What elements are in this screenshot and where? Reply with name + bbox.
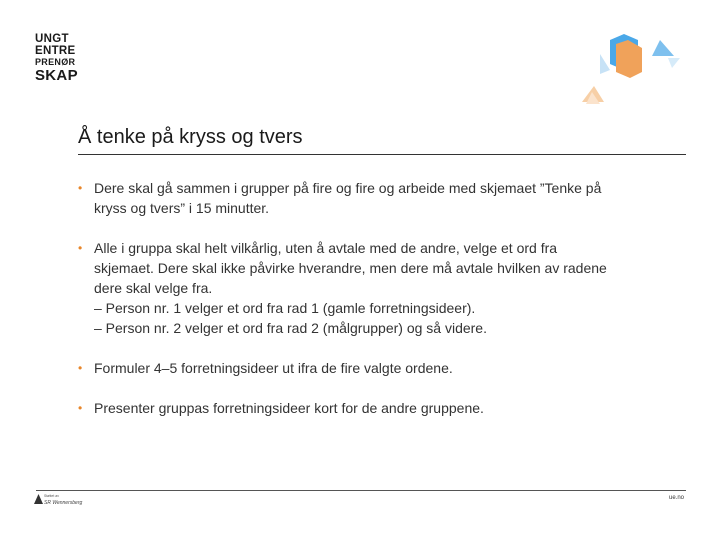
sponsor-logo-caption: Støttet av — [44, 494, 59, 498]
bullet-marker: • — [78, 181, 83, 195]
bullet-text-line: dere skal velge fra. — [94, 280, 213, 296]
bullet-text-line: – Person nr. 1 velger et ord fra rad 1 (gamle forretningsideer). — [94, 300, 476, 316]
bullet-text-line: Alle i gruppa skal helt vilkårlig, uten å avtale med de andre, velge et ord fra — [94, 240, 558, 256]
bullet-text-line: Dere skal gå sammen i grupper på fire og fire og arbeide med skjemaet ”Tenke på — [94, 180, 602, 196]
bullet-item — [78, 358, 682, 378]
bullet-text-line: Presenter gruppas forretningsideer kort for de andre gruppene. — [94, 400, 484, 416]
title-divider — [78, 154, 686, 155]
deco-orange-hexagon — [616, 40, 642, 78]
bullet-item — [78, 398, 682, 418]
deco-lightblue-triangle — [600, 54, 610, 74]
bullet-text-line: – Person nr. 2 velger et ord fra rad 2 (målgrupper) og så videre. — [94, 320, 487, 336]
sponsor-logo — [34, 494, 83, 506]
bullet-marker: • — [78, 401, 83, 415]
bullet-list — [78, 178, 682, 438]
deco-blue-triangle-right — [652, 40, 674, 56]
logo-line-4: SKAP — [35, 67, 78, 84]
bullet-item — [78, 238, 682, 338]
slide-title: Å tenke på kryss og tvers — [78, 126, 303, 148]
ue-logo — [35, 34, 95, 83]
deco-lightblue-triangle-right — [668, 58, 680, 68]
logo-line-2: ENTRE — [35, 44, 76, 57]
footer-divider — [36, 490, 686, 491]
bullet-marker: • — [78, 241, 83, 255]
logo-line-3: PRENØR — [35, 57, 76, 67]
triangle-icon — [34, 494, 43, 504]
bullet-item — [78, 178, 682, 218]
logo-line-1: UNGT — [35, 33, 69, 45]
footer-url[interactable]: ue.no — [668, 495, 684, 501]
bullet-marker: • — [78, 361, 83, 375]
bullet-text-line: skjemaet. Dere skal ikke påvirke hverandre, men dere må avtale hvilken av radene — [94, 260, 607, 276]
sponsor-logo-name: SR Wennersberg — [44, 500, 83, 506]
bullet-text-line: Formuler 4–5 forretningsideer ut ifra de fire valgte ordene. — [94, 360, 453, 376]
bullet-text-line: kryss og tvers” i 15 minutter. — [94, 200, 270, 216]
decorative-shapes — [572, 30, 692, 108]
